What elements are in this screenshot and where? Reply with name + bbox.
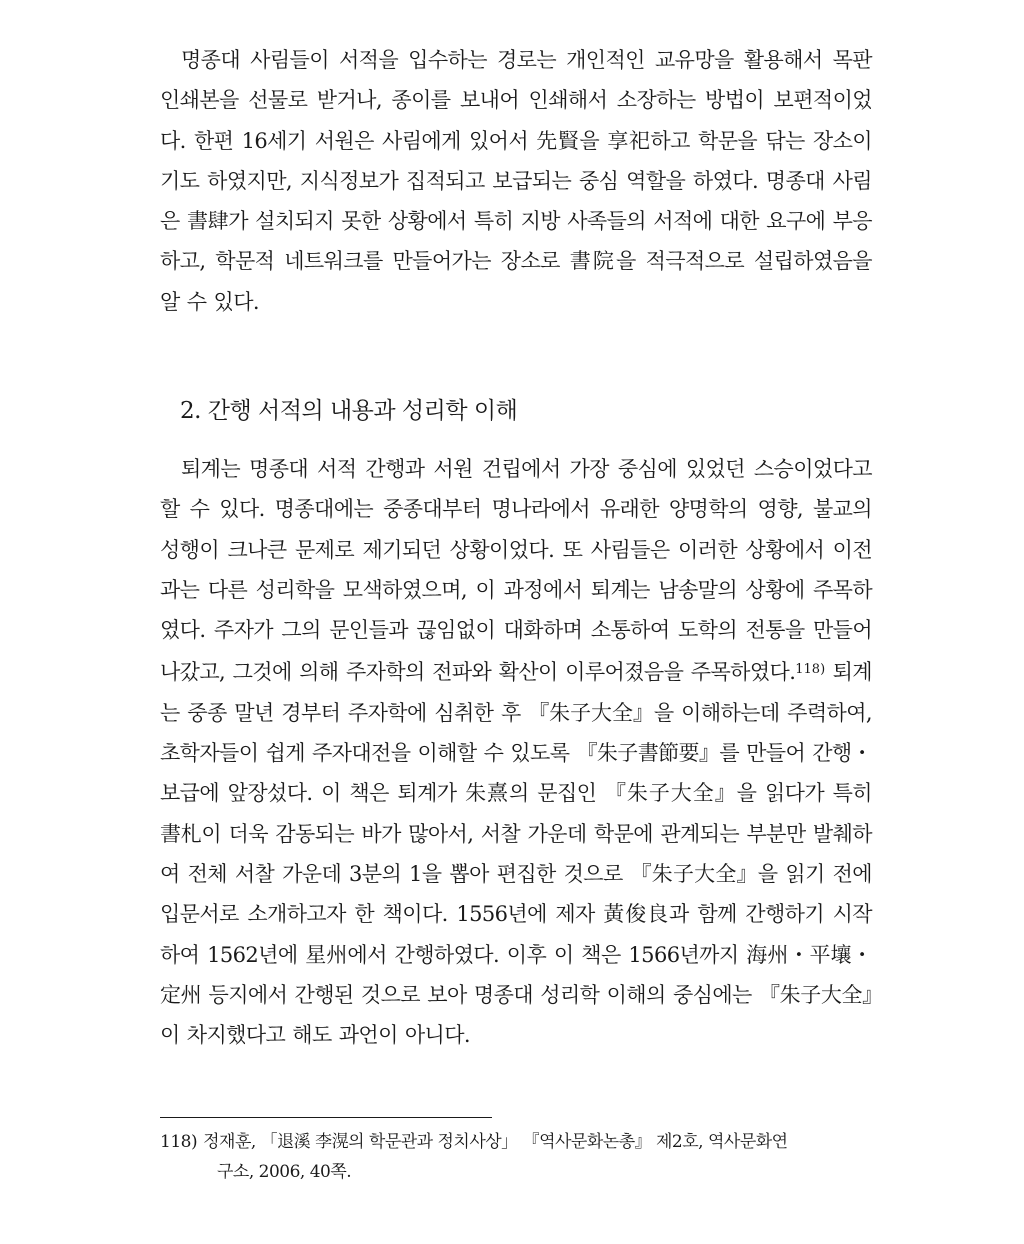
- section-heading: 2. 간행 서적의 내용과 성리학 이해: [180, 398, 518, 424]
- footnote-label: 118): [160, 1132, 198, 1152]
- footnote-text: 구소, 2006, 40쪽.: [217, 1162, 352, 1182]
- paragraph-text: 퇴계는 명종대 서적 간행과 서원 건립에서 가장 중심에 있었던 스승이었다고 할 수 있다. 명종대에는 중종대부터 명나라에서 유래한 양명학의 영향, 불교의 성행이 크나큰 문제로 제기되던 상황이었다. 또 사림들은 이러한 상황에서 이전과는 다른 성리학을 모색하였으며, 이 과정에서 퇴계는 남송말의 상황에 주목하였다. 주자가 그의 문인들과 끊임없이 대화하며 소통하여 도학의 전통을 만들어 나갔고, 그것에 의해 주자학의 전파와 확산이 이루어졌음을 주목하였다.: [160, 457, 872, 685]
- paragraph-text: 퇴계는 중종 말년 경부터 주자학에 심취한 후 『朱子大全』을 이해하는데 주력하여, 초학자들이 쉽게 주자대전을 이해할 수 있도록 『朱子書節要』를 만들어 간행・보급에 앞장섰다. 이 책은 퇴계가 朱熹의 문집인 『朱子大全』을 읽다가 특히 書札이 더욱 감동되는 바가 많아서, 서찰 가운데 학문에 관계되는 부분만 발췌하여 전체 서찰 가운데 3분의 1을 뽑아 편집한 것으로 『朱子大全』을 읽기 전에 입문서로 소개하고자 한 책이다. 1556년에 제자 黃俊良과 함께 간행하기 시작하여 1562년에 星州에서 간행하였다. 이후 이 책은 1566년까지 海州・平壤・定州 등지에서 간행된 것으로 보아 명종대 성리학 이해의 중심에는 『朱子大全』이 차지했다고 해도 과언이 아니다.: [160, 660, 872, 1048]
- footnote-reference[interactable]: 118): [795, 662, 826, 678]
- footnote-separator: [160, 1117, 492, 1118]
- paragraph-text: 명종대 사림들이 서적을 입수하는 경로는 개인적인 교유망을 활용해서 목판 인쇄본을 선물로 받거나, 종이를 보내어 인쇄해서 소장하는 방법이 보편적이었다. 한편 16세기 서원은 사림에게 있어서 先賢을 享祀하고 학문을 닦는 장소이기도 하였지만, 지식정보가 집적되고 보급되는 중심 역할을 하였다. 명종대 사림은 書肆가 설치되지 못한 상황에서 특히 지방 사족들의 서적에 대한 요구에 부응하고, 학문적 네트워크를 만들어가는 장소로 書院을 적극적으로 설립하였음을 알 수 있다.: [160, 48, 872, 314]
- footnote-text: 정재훈, 「退溪 李滉의 학문관과 정치사상」 『역사문화논총』 제2호, 역사문화연: [203, 1132, 788, 1152]
- body-paragraph: [160, 40, 872, 322]
- footnote: [160, 1127, 872, 1187]
- body-paragraph: [160, 449, 872, 1055]
